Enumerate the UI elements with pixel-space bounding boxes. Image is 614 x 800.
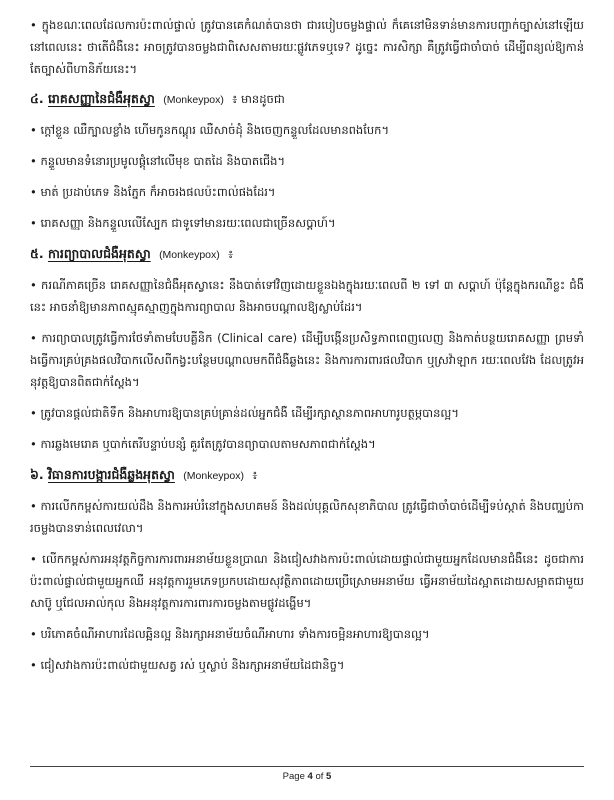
section-6-title: វិធានការបង្ការជំងឺឆ្លងអុតស្វា (47, 467, 175, 482)
section-6-bullet: • លើកកម្ពស់ការអនុវត្តកិច្ចការការពារអនាម័យខ្លួនប្រាណ និងជៀសវាងការប៉ះពាល់ដោយផ្ទាល់ជាមួយអ្នកដែលមានជំងឺនេះ ដូចជាការប៉ះពាល់ផ្ទាល់ជាមួយអ្នកឈឺ អនុវត្តការរួមភេទប្រកបដោយសុវត្ថិភាពដោយប្រើស្រោមអនាម័យ ធ្វើអនាម័យដៃស្អាតដោយសម្អាតជាមួយសាប៊ូ ឬជែលអាល់កុល និងអនុវត្តការការពារការចម្លងតាមផ្លូវដង្ហើម។ (30, 552, 584, 610)
footer-page-current: 4 (307, 771, 313, 782)
section-5-title: ការព្យាបាលជំងឺអុតស្វា (47, 246, 151, 261)
section-6-bullet: • ជៀសវាងការប៉ះពាល់ជាមួយសត្វ រស់ ឬស្លាប់ និងរក្សាអនាម័យដៃជានិច្ច។ (30, 658, 345, 672)
section-5-bullet: • ការព្យាបាលត្រូវធ្វើការថែទាំតាមបែបគ្លីនិក (Clinical care) ដើម្បីបង្កើនប្រសិទ្ធភាពពេញលេញ និងកាត់បន្ថយរោគសញ្ញា ព្រមទាំងធ្វើការគ្រប់គ្រងផលវិបាកលើសពីកង្វះបន្ថែមបណ្តាលមកពីជំងឺឆ្លងនេះ និងការការពារផលវិបាក ឬស្រវ៉ាឡាក រយៈពេលវែង ដែលត្រូវអនុវត្តឱ្យបានពិតជាក់ស្តែង។ (30, 331, 584, 389)
section-4-title: រោគសញ្ញានៃជំងឺអុតស្វា (47, 91, 155, 106)
footer-of-word: of (315, 771, 324, 782)
footer-page-total: 5 (326, 771, 332, 782)
section-6-bullet: • ការលើកកម្ពស់ការយល់ដឹង និងការអប់រំនៅក្នុងសហគមន៍ និងដល់បុគ្គលិកសុខាភិបាល ត្រូវធ្វើជាចាំបាច់ដើម្បីទប់ស្កាត់ និងបញ្ឈប់ការចម្លងបានទាន់ពេលវេលា។ (30, 499, 584, 535)
section-4-bullet: • ក្តៅខ្លួន ឈឺក្បាលខ្លាំង ហើមកូនកណ្តុរ ឈឺសាច់ដុំ និងចេញកន្ទួលដែលមានពងបែក។ (30, 123, 390, 137)
section-4-bullet: • កន្ទួលមានទំនោរប្រមូលផ្តុំនៅលើមុខ បាតដៃ និងបាតជើង។ (30, 154, 286, 168)
section-5-latin: (Monkeypox) (159, 249, 220, 261)
section-6-heading (30, 464, 584, 487)
section-4-bullet: • មាត់ ប្រដាប់ភេទ និងភ្នែក ក៏អាចរងផលប៉ះពាល់ផងដែរ។ (30, 185, 276, 199)
section-5-suffix: ៖ (228, 247, 234, 261)
section-6-latin: (Monkeypox) (183, 470, 244, 482)
footer-divider (30, 766, 584, 767)
section-4-heading (30, 88, 584, 111)
section-5-number: ៥. (30, 246, 44, 261)
section-4-bullet: • រោគសញ្ញា និងកន្ទួលលើស្បែក ជាទូទៅមានរយៈពេលជាច្រើនសប្តាហ៍។ (30, 216, 336, 230)
section-5-bullet: • ករណីភាគច្រើន រោគសញ្ញានៃជំងឺអុតស្វានេះ នឹងបាត់ទៅវិញដោយខ្លួនឯងក្នុងរយៈពេលពី ២ ទៅ ៣ សប្តាហ៍ ប៉ុន្តែក្នុងករណីខ្លះ ជំងឺនេះ អាចនាំឱ្យមានភាពស្មុគស្មាញក្នុងការព្យាបាល និងអាចបណ្តាលឱ្យស្លាប់ដែរ។ (30, 278, 584, 314)
section-4-number: ៤. (30, 91, 44, 106)
section-6-number: ៦. (30, 467, 44, 482)
section-5-bullet: • ត្រូវបានផ្តល់ជាតិទឹក និងអាហារឱ្យបានគ្រប់គ្រាន់ដល់អ្នកជំងឺ ដើម្បីរក្សាស្ថានភាពអាហារូបត្ថម្ភបានល្អ។ (30, 406, 459, 420)
section-6-suffix: ៖ (252, 468, 258, 482)
section-4-suffix: ៖ មានដូចជា (232, 92, 285, 106)
section-4-latin: (Monkeypox) (163, 94, 224, 106)
section-5-heading (30, 243, 584, 266)
section-5-bullet: • ការឆ្លងមេរោគ ឬបាក់តេរីបន្ទាប់បន្សំ គួរតែត្រូវបានព្យាបាលតាមសភាពជាក់ស្តែង។ (30, 437, 376, 451)
intro-paragraph: • ក្នុងខណៈពេលដែលការប៉ះពាល់ផ្ទាល់ ត្រូវបានគេកំណត់បានថា ជារបៀបចម្លងផ្ទាល់ ក៏គេនៅមិនទាន់មានការបញ្ជាក់ច្បាស់នៅឡើយនៅពេលនេះ ថាតើជំងឺនេះ អាចត្រូវបានចម្លងជាពិសេសតាមរយៈផ្លូវភេទឬទេ? ដូច្នេះ ការសិក្សា គឺត្រូវធ្វើជាចាំបាច់ ដើម្បីពន្យល់ឱ្យកាន់តែច្បាស់ពីហានិភ័យនេះ។ (30, 18, 584, 76)
page-footer (0, 771, 614, 782)
section-6-bullet: • បរិភោគចំណីអាហារដែលឆ្អិនល្អ និងរក្សាអនាម័យចំណីអាហារ ទាំងការចម្អិនអាហារឱ្យបានល្អ។ (30, 627, 430, 641)
footer-page-word: Page (282, 771, 305, 782)
